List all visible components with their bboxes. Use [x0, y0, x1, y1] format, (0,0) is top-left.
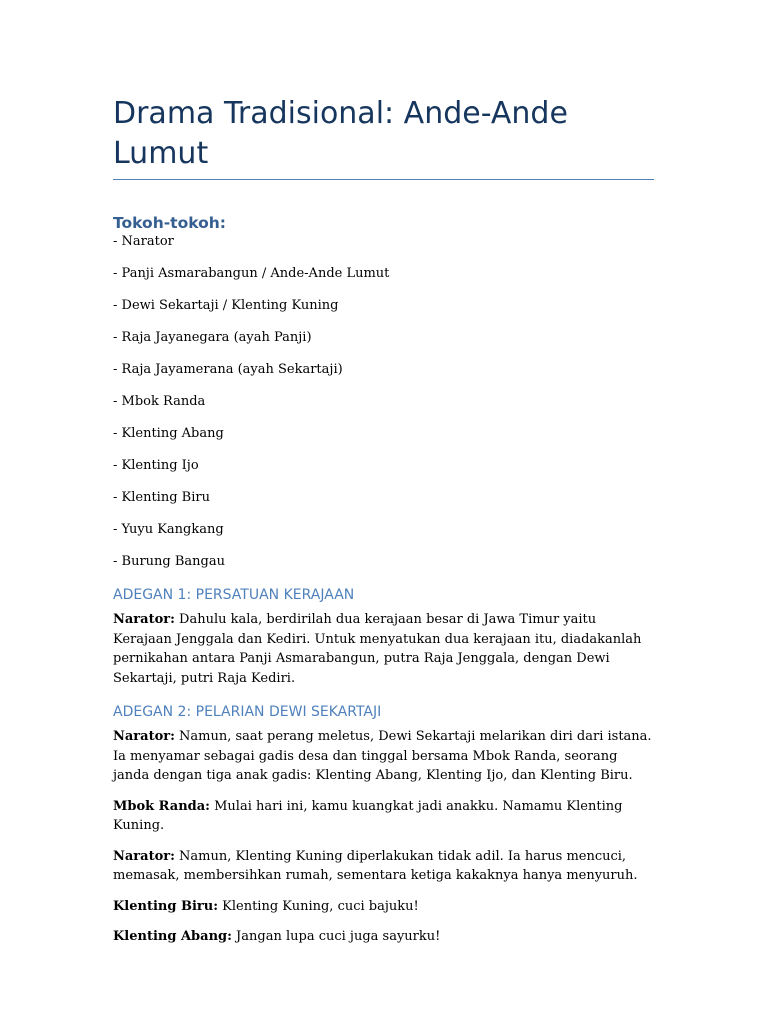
dialogue-line [113, 897, 655, 917]
cast-list [113, 233, 655, 570]
speaker-name: Narator: [113, 729, 175, 744]
dialogue-line [113, 727, 655, 786]
dialogue-text: Namun, Klenting Kuning diperlakukan tidak adil. Ia harus mencuci, memasak, membersihkan rumah, sementara ketiga kakaknya hanya menyuruh. [113, 848, 638, 883]
cast-item: - Burung Bangau [113, 554, 225, 569]
cast-item: - Dewi Sekartaji / Klenting Kuning [113, 298, 339, 313]
document-title: Drama Tradisional: Ande-Ande Lumut [113, 94, 654, 180]
dialogue-text: Mulai hari ini, kamu kuangkat jadi anakku. Namamu Klenting Kuning. [113, 798, 623, 833]
dialogue-line [113, 927, 655, 947]
speaker-name: Narator: [113, 848, 175, 864]
cast-item: - Narator [113, 234, 174, 249]
speaker-name: Klenting Abang: [113, 929, 232, 944]
cast-item: - Klenting Abang [113, 426, 224, 441]
dialogue-text: Namun, saat perang meletus, Dewi Sekartaji melarikan diri dari istana. Ia menyamar sebagai gadis desa dan tinggal bersama Mbok Randa, seorang janda dengan tiga anak gadis: Klenting Abang, Klenting Ijo, dan Klenting Biru. [113, 729, 652, 783]
speaker-name: Mbok Randa: [113, 798, 210, 814]
scene-2-heading: ADEGAN 2: PELARIAN DEWI SEKARTAJI [113, 704, 382, 720]
cast-item: - Panji Asmarabangun / Ande-Ande Lumut [113, 266, 390, 281]
dialogue-line [113, 610, 655, 688]
cast-item: - Klenting Ijo [113, 458, 199, 473]
cast-item: - Mbok Randa [113, 394, 206, 409]
dialogue-text: Jangan lupa cuci juga sayurku! [231, 929, 441, 944]
speaker-name: Klenting Biru: [113, 898, 218, 914]
dialogue-text: Klenting Kuning, cuci bajuku! [218, 898, 419, 914]
cast-heading: Tokoh-tokoh: [113, 214, 227, 232]
dialogue-text: Dahulu kala, berdirilah dua kerajaan besar di Jawa Timur yaitu Kerajaan Jenggala dan Kediri. Untuk menyatukan dua kerajaan itu, diadakanlah pernikahan antara Panji Asmarabangun, putra Raja Jenggala, dengan Dewi Sekartaji, putri Raja Kediri. [113, 612, 642, 686]
speaker-name: Narator: [113, 612, 175, 627]
scene-1-heading: ADEGAN 1: PERSATUAN KERAJAAN [113, 587, 355, 603]
cast-item: - Klenting Biru [113, 490, 210, 505]
cast-item: - Raja Jayamerana (ayah Sekartaji) [113, 362, 343, 377]
dialogue-line [113, 847, 655, 886]
dialogue-line [113, 797, 655, 836]
cast-item: - Raja Jayanegara (ayah Panji) [113, 330, 312, 345]
cast-item: - Yuyu Kangkang [113, 522, 224, 537]
